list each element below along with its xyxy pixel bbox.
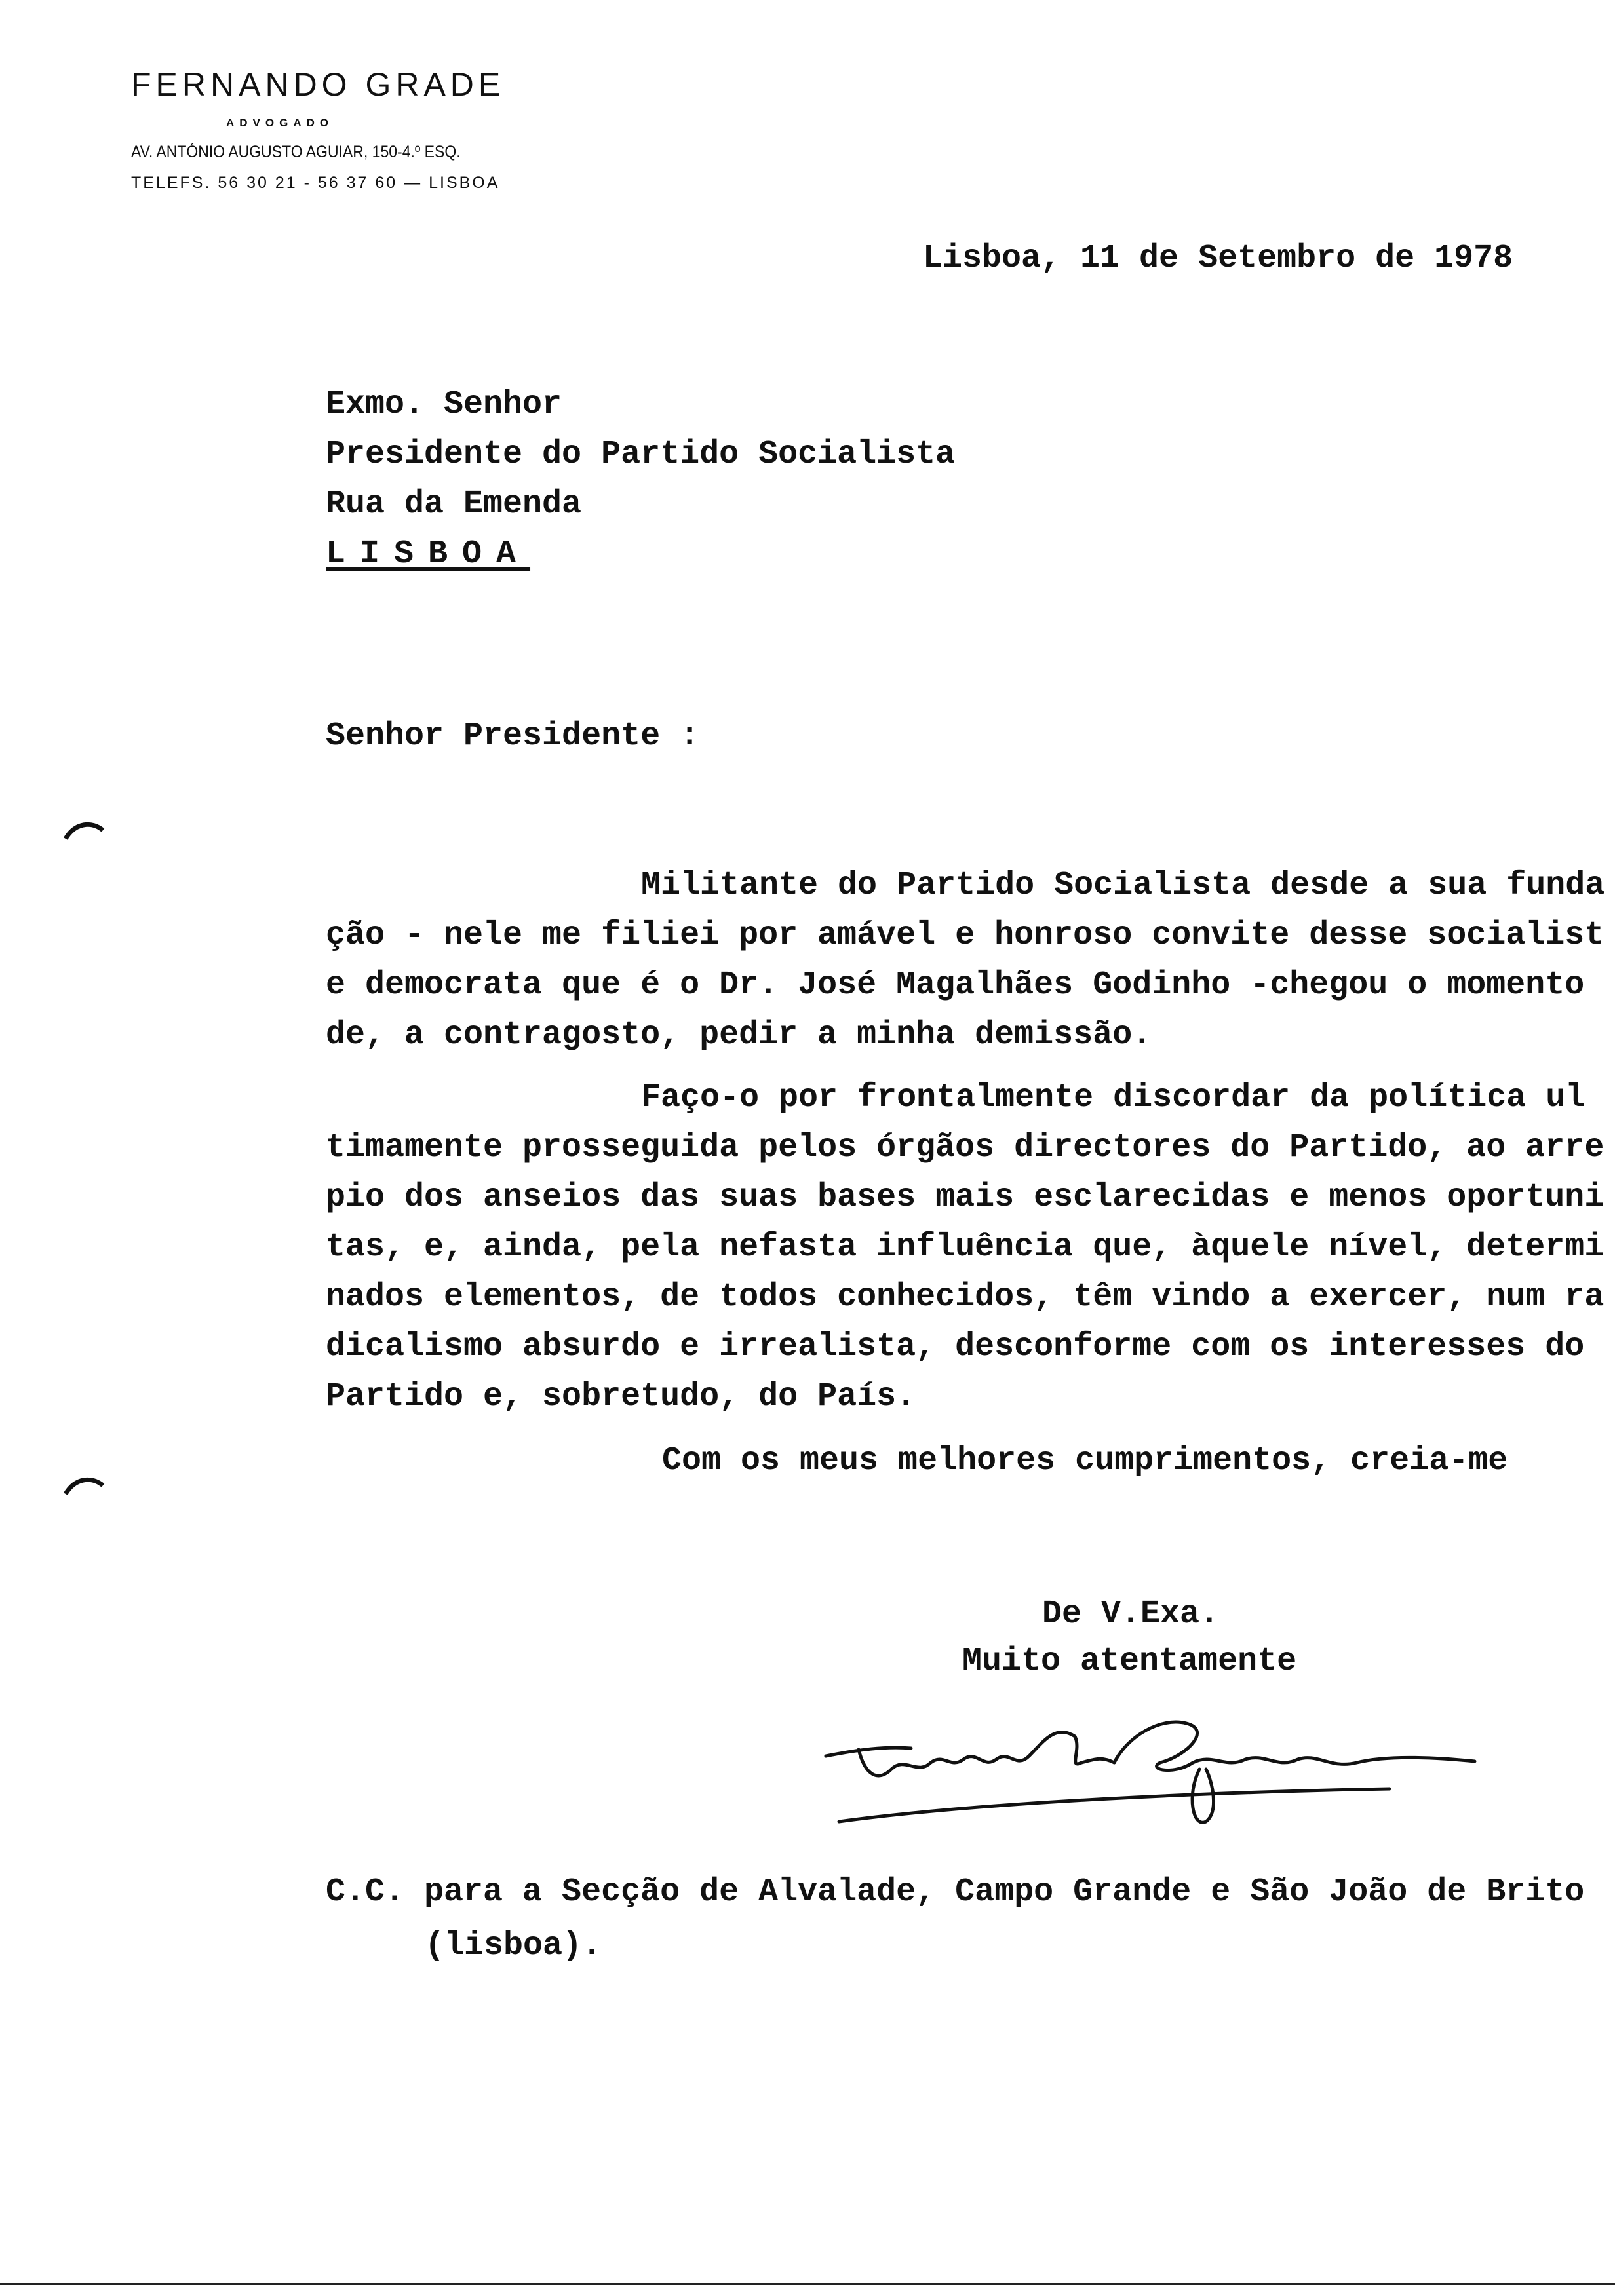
letterhead-phones: TELEFS. 56 30 21 - 56 37 60 — LISBOA	[131, 174, 500, 192]
body-line: de, a contragosto, pedir a minha demissão.	[326, 1016, 1152, 1054]
body-line: e democrata que é o Dr. José Magalhães Godinho -chegou o momento	[326, 966, 1585, 1004]
letterhead-name: FERNANDO GRADE	[131, 66, 505, 103]
body-line: nados elementos, de todos conhecidos, têm vindo a exercer, num ra	[326, 1278, 1605, 1316]
date-line: Lisboa, 11 de Setembro de 1978	[923, 240, 1513, 277]
body-line: Faço-o por frontalmente discordar da política ul	[641, 1079, 1586, 1117]
body-line: tas, e, ainda, pela nefasta influência que, àquele nível, determi	[326, 1229, 1605, 1266]
closing-formula: Muito atentamente	[962, 1643, 1297, 1680]
recipient-line: Exmo. Senhor	[326, 386, 562, 423]
closing-line: Com os meus melhores cumprimentos, creia-me	[662, 1442, 1508, 1480]
body-line: timamente prosseguida pelos órgãos directores do Partido, ao arre	[326, 1129, 1605, 1166]
body-line: Partido e, sobretudo, do País.	[326, 1378, 916, 1415]
body-line: Militante do Partido Socialista desde a sua funda	[641, 867, 1605, 904]
body-line: ção - nele me filiei por amável e honroso convite desse socialist	[326, 917, 1605, 954]
punch-mark-icon	[62, 816, 108, 842]
punch-mark-icon	[62, 1471, 108, 1497]
salutation: Senhor Presidente :	[326, 718, 700, 755]
signature	[819, 1677, 1488, 1835]
body-line: dicalismo absurdo e irrealista, desconforme com os interesses do	[326, 1328, 1585, 1366]
closing-formula: De V.Exa.	[1042, 1596, 1220, 1633]
letterhead-profession: ADVOGADO	[226, 117, 334, 129]
recipient-city: LISBOA	[326, 535, 531, 573]
bottom-rule	[0, 2283, 1615, 2285]
letterhead-address: AV. ANTÓNIO AUGUSTO AGUIAR, 150-4.º ESQ.	[131, 143, 461, 161]
cc-line: (lisboa).	[425, 1927, 602, 1964]
cc-line: C.C. para a Secção de Alvalade, Campo Grande e São João de Brito	[326, 1873, 1585, 1911]
recipient-line: Rua da Emenda	[326, 486, 582, 523]
recipient-line: Presidente do Partido Socialista	[326, 436, 956, 473]
body-line: pio dos anseios das suas bases mais esclarecidas e menos oportuni	[326, 1179, 1605, 1216]
